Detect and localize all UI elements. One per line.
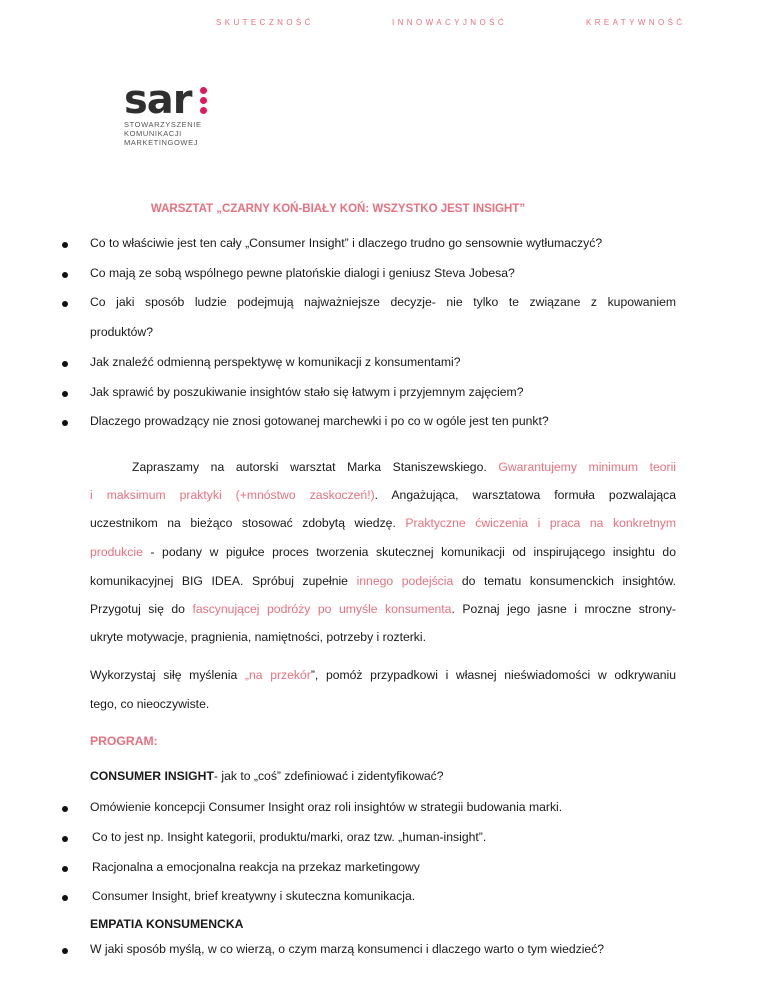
bullet-icon: [62, 895, 68, 901]
question-1: Co to właściwie jest ten cały „Consumer Insight” i dlaczego trudno go sensownie wytłumaczyć?: [90, 236, 603, 250]
para1-line-7: ukryte motywacje, pragnienia, namiętności, potrzeby i rozterki.: [90, 630, 426, 644]
program-item-1: Omówienie koncepcji Consumer Insight oraz roli insightów w strategii budowania marki.: [90, 800, 563, 814]
bullet-icon: [62, 391, 68, 397]
section-consumer-insight: CONSUMER INSIGHT- jak to „coś” zdefiniować i zidentyfikować?: [90, 769, 444, 783]
program-heading: PROGRAM:: [90, 734, 158, 748]
logo-line-2: KOMUNIKACJI: [124, 129, 182, 138]
header-word-2: INNOWACYJNOŚĆ: [392, 18, 508, 27]
question-3: Co jaki sposób ludzie podejmują najważniejsze decyzje- nie tylko te związane z kupowaniem: [90, 295, 676, 309]
logo-line-1: STOWARZYSZENIE: [124, 120, 202, 129]
logo-wordmark: sar: [124, 77, 192, 123]
header-word-3: KREATYWNOŚĆ: [586, 18, 686, 27]
program-item-2: Co to jest np. Insight kategorii, produktu/marki, oraz tzw. „human-insight”.: [92, 830, 487, 844]
document-title: WARSZTAT „CZARNY KOŃ-BIAŁY KOŃ: WSZYSTKO JEST INSIGHT”: [150, 203, 526, 215]
para2-line-1: Wykorzystaj siłę myślenia „na przekór”, pomóż przypadkowi i własnej nieświadomości w odkrywaniu: [90, 668, 677, 682]
sar-logo: [124, 77, 234, 147]
question-5: Jak sprawić by poszukiwanie insightów stało się łatwym i przyjemnym zajęciem?: [90, 385, 524, 399]
para1-line-2: i maksimum praktyki (+mnóstwo zaskoczeń!). Angażująca, warsztatowa formuła pozwalająca: [90, 488, 676, 502]
bullet-icon: [62, 420, 68, 426]
para1-line-3: uczestnikom na bieżąco stosować zdobytą wiedzę. Praktyczne ćwiczenia i praca na konkretnym: [90, 516, 676, 530]
logo-line-3: MARKETINGOWEJ: [124, 138, 199, 147]
section-empatia: EMPATIA KONSUMENCKA: [90, 917, 244, 931]
bullet-icon: [62, 866, 68, 872]
question-2: Co mają ze sobą wspólnego pewne platońskie dialogi i geniusz Steva Jobesa?: [90, 266, 515, 280]
para1-line-5: komunikacyjnej BIG IDEA. Spróbuj zupełnie innego podejścia do tematu konsumenckich insightów.: [90, 574, 677, 588]
question-4: Jak znaleźć odmienną perspektywę w komunikacji z konsumentami?: [90, 355, 461, 369]
header-word-1: SKUTECZNOŚĆ: [216, 18, 314, 27]
bullet-icon: [62, 836, 68, 842]
logo-dots-icon: [200, 87, 208, 117]
para1-line-6: Przygotuj się do fascynującej podróży po umyśle konsumenta. Poznaj jego jasne i mroczne strony-: [90, 602, 676, 616]
bullet-icon: [62, 242, 68, 248]
para1-line-4: produkcie - podany w pigułce proces tworzenia skutecznej komunikacji od inspirującego insightu do: [90, 545, 676, 559]
program-item-5: W jaki sposób myślą, w co wierzą, o czym marzą konsumenci i dlaczego warto o tym wiedzieć?: [90, 942, 605, 956]
bullet-icon: [62, 948, 68, 954]
program-item-4: Consumer Insight, brief kreatywny i skuteczna komunikacja.: [92, 889, 416, 903]
program-item-3: Racjonalna a emocjonalna reakcja na przekaz marketingowy: [92, 860, 420, 874]
question-3-cont: produktów?: [90, 325, 154, 339]
header-values: [0, 18, 768, 32]
bullet-icon: [62, 361, 68, 367]
question-6: Dlaczego prowadzący nie znosi gotowanej marchewki i po co w ogóle jest ten punkt?: [90, 414, 549, 428]
para2-line-2: tego, co nieoczywiste.: [90, 697, 210, 711]
bullet-icon: [62, 806, 68, 812]
bullet-icon: [62, 301, 68, 307]
para1-line-1: Zapraszamy na autorski warsztat Marka Staniszewskiego. Gwarantujemy minimum teorii: [132, 460, 676, 474]
bullet-icon: [62, 272, 68, 278]
